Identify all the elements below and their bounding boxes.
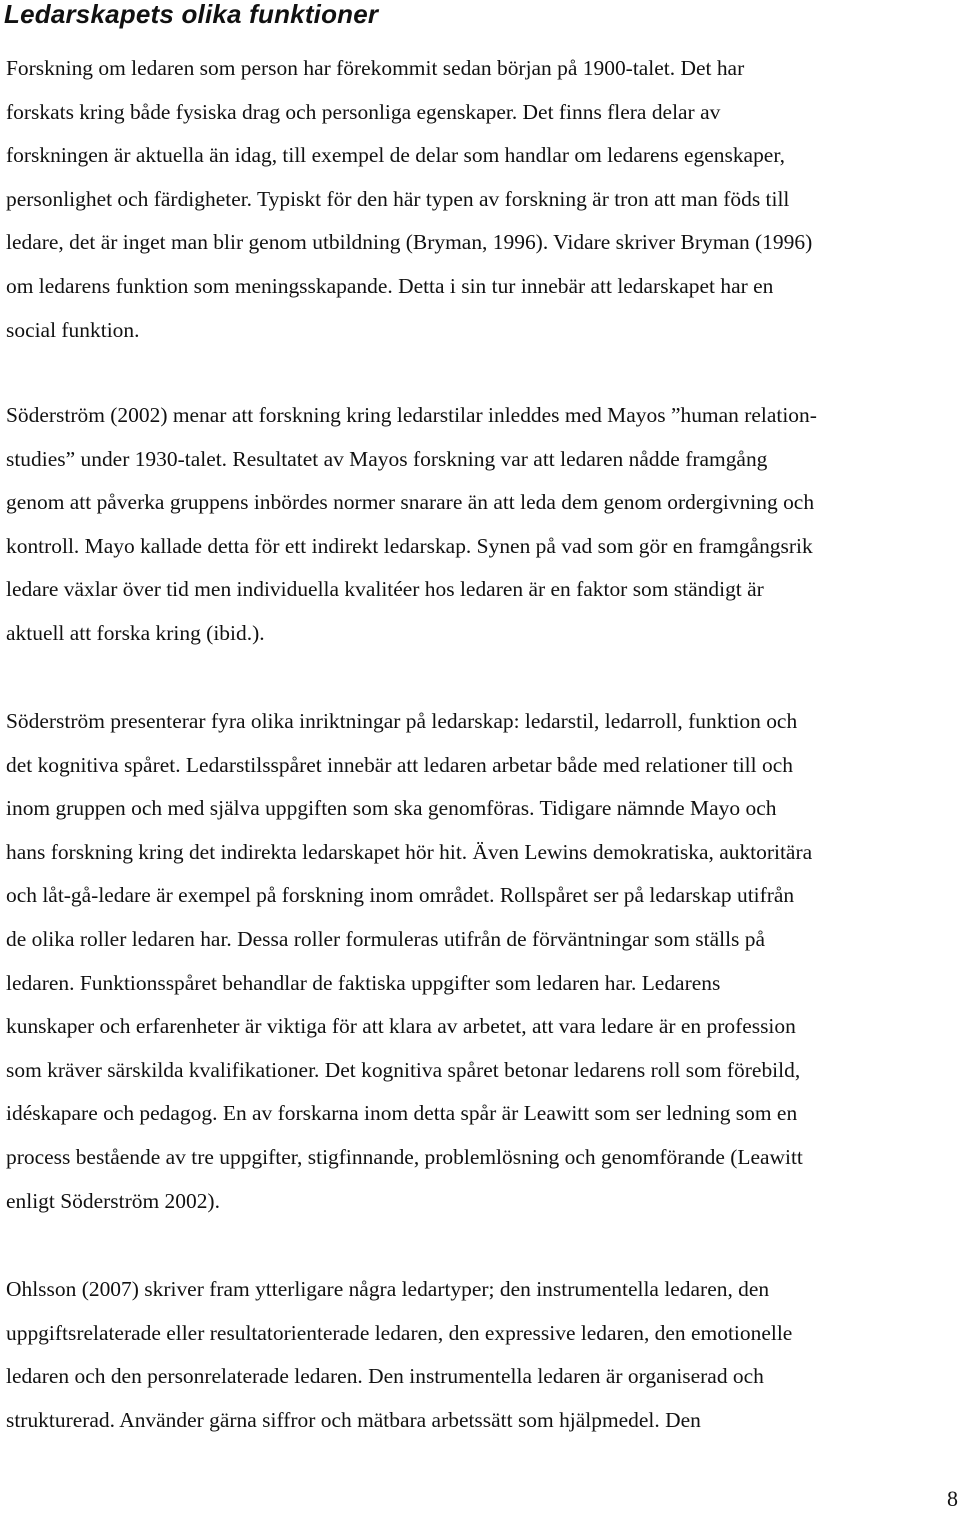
section-heading: Ledarskapets olika funktioner	[4, 0, 379, 29]
paragraph-line: studies” under 1930-talet. Resultatet av Mayos forskning var att ledaren nådde framgång	[6, 446, 768, 471]
paragraph-line: om ledarens funktion som meningsskapande. Detta i sin tur innebär att ledarskapet har en	[6, 273, 774, 298]
paragraph-line: Forskning om ledaren som person har förekommit sedan början på 1900-talet. Det har	[6, 56, 745, 80]
paragraph-line: personlighet och färdigheter. Typiskt för den här typen av forskning är tron att man föds till	[6, 186, 790, 211]
paragraph-line: Söderström (2002) menar att forskning kring ledarstilar inleddes med Mayos ”human relation-	[6, 403, 817, 427]
paragraph-line: genom att påverka gruppens inbördes normer snarare än att leda dem genom ordergivning och	[6, 490, 815, 515]
paragraph-line: det kognitiva spåret. Ledarstilsspåret innebär att ledaren arbetar både med relationer till och	[6, 752, 793, 777]
paragraph-line: aktuell att forska kring (ibid.).	[6, 620, 265, 645]
paragraph-line: ledaren. Funktionsspåret behandlar de faktiska uppgifter som ledaren har. Ledarens	[6, 970, 721, 995]
paragraph-line: kontroll. Mayo kallade detta för ett indirekt ledarskap. Synen på vad som gör en framgångsrik	[6, 533, 813, 558]
paragraph-line: ledare växlar över tid men individuella kvalitéer hos ledaren är en faktor som ständigt är	[6, 577, 764, 602]
page-number: 8	[947, 1486, 958, 1511]
paragraph-line: de olika roller ledaren har. Dessa roller formuleras utifrån de förväntningar som ställs på	[6, 926, 766, 951]
paragraph-line: Ohlsson (2007) skriver fram ytterligare några ledartyper; den instrumentella ledaren, den	[6, 1277, 770, 1301]
paragraph-line: som kräver särskilda kvalifikationer. Det kognitiva spåret betonar ledarens roll som förebild,	[6, 1057, 801, 1082]
paragraph-line: enligt Söderström 2002).	[6, 1188, 220, 1213]
paragraph-3	[6, 700, 956, 1223]
paragraph-line: forskningen är aktuella än idag, till exempel de delar som handlar om ledarens egenskaper,	[6, 143, 785, 168]
paragraph-line: ledare, det är inget man blir genom utbildning (Bryman, 1996). Vidare skriver Bryman (1996)	[6, 230, 813, 255]
paragraph-line: strukturerad. Använder gärna siffror och mätbara arbetssätt som hjälpmedel. Den	[6, 1407, 701, 1432]
paragraph-2	[6, 394, 956, 656]
paragraph-line: kunskaper och erfarenheter är viktiga för att klara av arbetet, att vara ledare är en profession	[6, 1014, 796, 1039]
paragraph-line: forskats kring både fysiska drag och personliga egenskaper. Det finns flera delar av	[6, 99, 721, 124]
paragraph-line: ledaren och den personrelaterade ledaren. Den instrumentella ledaren är organiserad och	[6, 1364, 764, 1389]
paragraph-line: process bestående av tre uppgifter, stigfinnande, problemlösning och genomförande (Leawitt	[6, 1144, 803, 1169]
paragraph-line: och låt-gå-ledare är exempel på forskning inom området. Rollspåret ser på ledarskap utifrån	[6, 883, 795, 908]
paragraph-line: social funktion.	[6, 317, 140, 342]
paragraph-4	[6, 1268, 956, 1442]
paragraph-line: uppgiftsrelaterade eller resultatorienterade ledaren, den expressive ledaren, den emotionelle	[6, 1320, 793, 1345]
paragraph-line: Söderström presenterar fyra olika inriktningar på ledarskap: ledarstil, ledarroll, funktion och	[6, 709, 798, 733]
paragraph-line: inom gruppen och med själva uppgiften som ska genomföras. Tidigare nämnde Mayo och	[6, 796, 777, 821]
paragraph-1	[6, 47, 956, 352]
paragraph-line: hans forskning kring det indirekta ledarskapet hör hit. Även Lewins demokratiska, auktoritära	[6, 839, 813, 864]
paragraph-line: idéskapare och pedagog. En av forskarna inom detta spår är Leawitt som ser ledning som en	[6, 1101, 798, 1126]
